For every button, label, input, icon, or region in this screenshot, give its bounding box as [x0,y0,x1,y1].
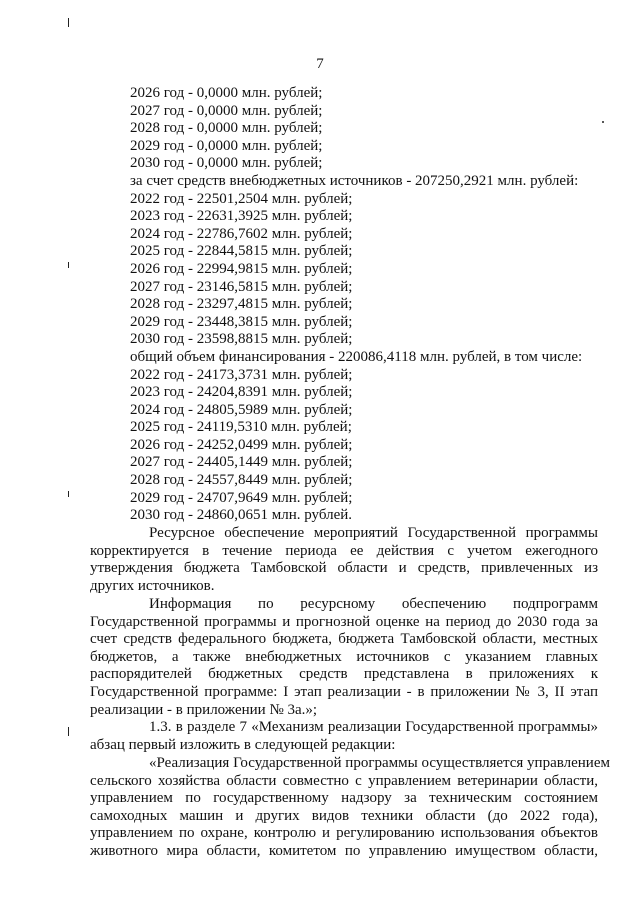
text-line: животного мира области, комитетом по управлению имуществом области, [90,842,598,859]
text-line: абзац первый изложить в следующей редакции: [90,736,396,753]
text-line: корректируется в течение периода ее действия с учетом ежегодного [90,542,598,559]
text-line: Ресурсное обеспечение мероприятий Государственной программы [149,525,598,541]
funding-line: 2030 год - 0,0000 млн. рублей; [130,155,323,172]
text-line: распорядителей бюджетных средств представлена в приложениях к [90,666,598,683]
text-line: Информация по ресурсному обеспечению подпрограмм [149,596,598,612]
text-line: счет средств федерального бюджета, бюджета Тамбовской области, местных [90,631,598,648]
text-line: Государственной программе: I этап реализации - в приложении № 3, II этап [90,683,598,700]
scan-mark [602,121,604,123]
funding-line: 2027 год - 23146,5815 млн. рублей; [130,278,353,295]
text-line: реализации - в приложении № 3а.»; [90,701,318,718]
scan-mark [68,727,69,736]
funding-line: 2024 год - 24805,5989 млн. рублей; [130,401,353,418]
funding-heading-total: общий объем финансирования - 220086,4118 млн. рублей, в том числе: [130,348,583,365]
funding-line: 2022 год - 24173,3731 млн. рублей; [130,366,353,383]
text-line: самоходных машин и других видов техники области (до 2022 года), [90,807,598,824]
page-number: 7 [316,56,324,72]
funding-line: 2028 год - 23297,4815 млн. рублей; [130,296,353,313]
text-line: бюджетов, а также внебюджетных источников с указанием главных [90,648,598,665]
funding-line: 2022 год - 22501,2504 млн. рублей; [130,190,353,207]
funding-line: 2028 год - 24557,8449 млн. рублей; [130,472,353,489]
funding-line: 2026 год - 22994,9815 млн. рублей; [130,260,353,277]
funding-line: 2026 год - 24252,0499 млн. рублей; [130,436,353,453]
text-line: утверждения бюджета Тамбовской области и средств, привлеченных из [90,560,598,577]
text-line: Государственной программы и прогнозной оценке на период до 2030 года за [90,613,598,630]
paragraph-section-7-amendment [90,719,598,754]
funding-line: 2023 год - 22631,3925 млн. рублей; [130,208,353,225]
funding-line: 2026 год - 0,0000 млн. рублей; [130,85,323,101]
text-line: других источников. [90,577,215,594]
scan-mark [68,491,69,497]
paragraph-resource-information [90,596,598,719]
scan-mark [68,18,69,27]
funding-line: 2025 год - 22844,5815 млн. рублей; [130,243,353,260]
funding-line: 2029 год - 23448,3815 млн. рублей; [130,313,353,330]
funding-heading-extrabudgetary: за счет средств внебюджетных источников - 207250,2921 млн. рублей: [130,172,579,189]
funding-line: 2028 год - 0,0000 млн. рублей; [130,120,323,137]
funding-line: 2025 год - 24119,5310 млн. рублей; [130,419,352,436]
funding-line: 2024 год - 22786,7602 млн. рублей; [130,225,353,242]
funding-line: 2029 год - 24707,9649 млн. рублей; [130,489,353,506]
text-line: 1.3. в разделе 7 «Механизм реализации Государственной программы» [149,719,598,735]
funding-line: 2030 год - 24860,0651 млн. рублей. [130,507,353,524]
funding-line: 2027 год - 24405,1449 млн. рублей; [130,454,353,471]
text-line: управлением по охране, контролю и регулированию использования объектов [90,825,598,842]
text-line: управлением по государственному надзору за техническим состоянием [90,790,598,807]
funding-line: 2029 год - 0,0000 млн. рублей; [130,137,323,154]
funding-list [90,85,598,525]
funding-line: 2030 год - 23598,8815 млн. рублей; [130,331,353,348]
paragraph-program-implementation [90,755,610,861]
funding-line: 2027 год - 0,0000 млн. рублей; [130,102,323,119]
scan-mark [68,262,69,268]
text-line: «Реализация Государственной программы осуществляется управлением [149,755,610,771]
funding-line: 2023 год - 24204,8391 млн. рублей; [130,384,353,401]
paragraph-resource-provision [90,525,598,595]
text-line: сельского хозяйства области совместно с управлением ветеринарии области, [90,772,598,789]
